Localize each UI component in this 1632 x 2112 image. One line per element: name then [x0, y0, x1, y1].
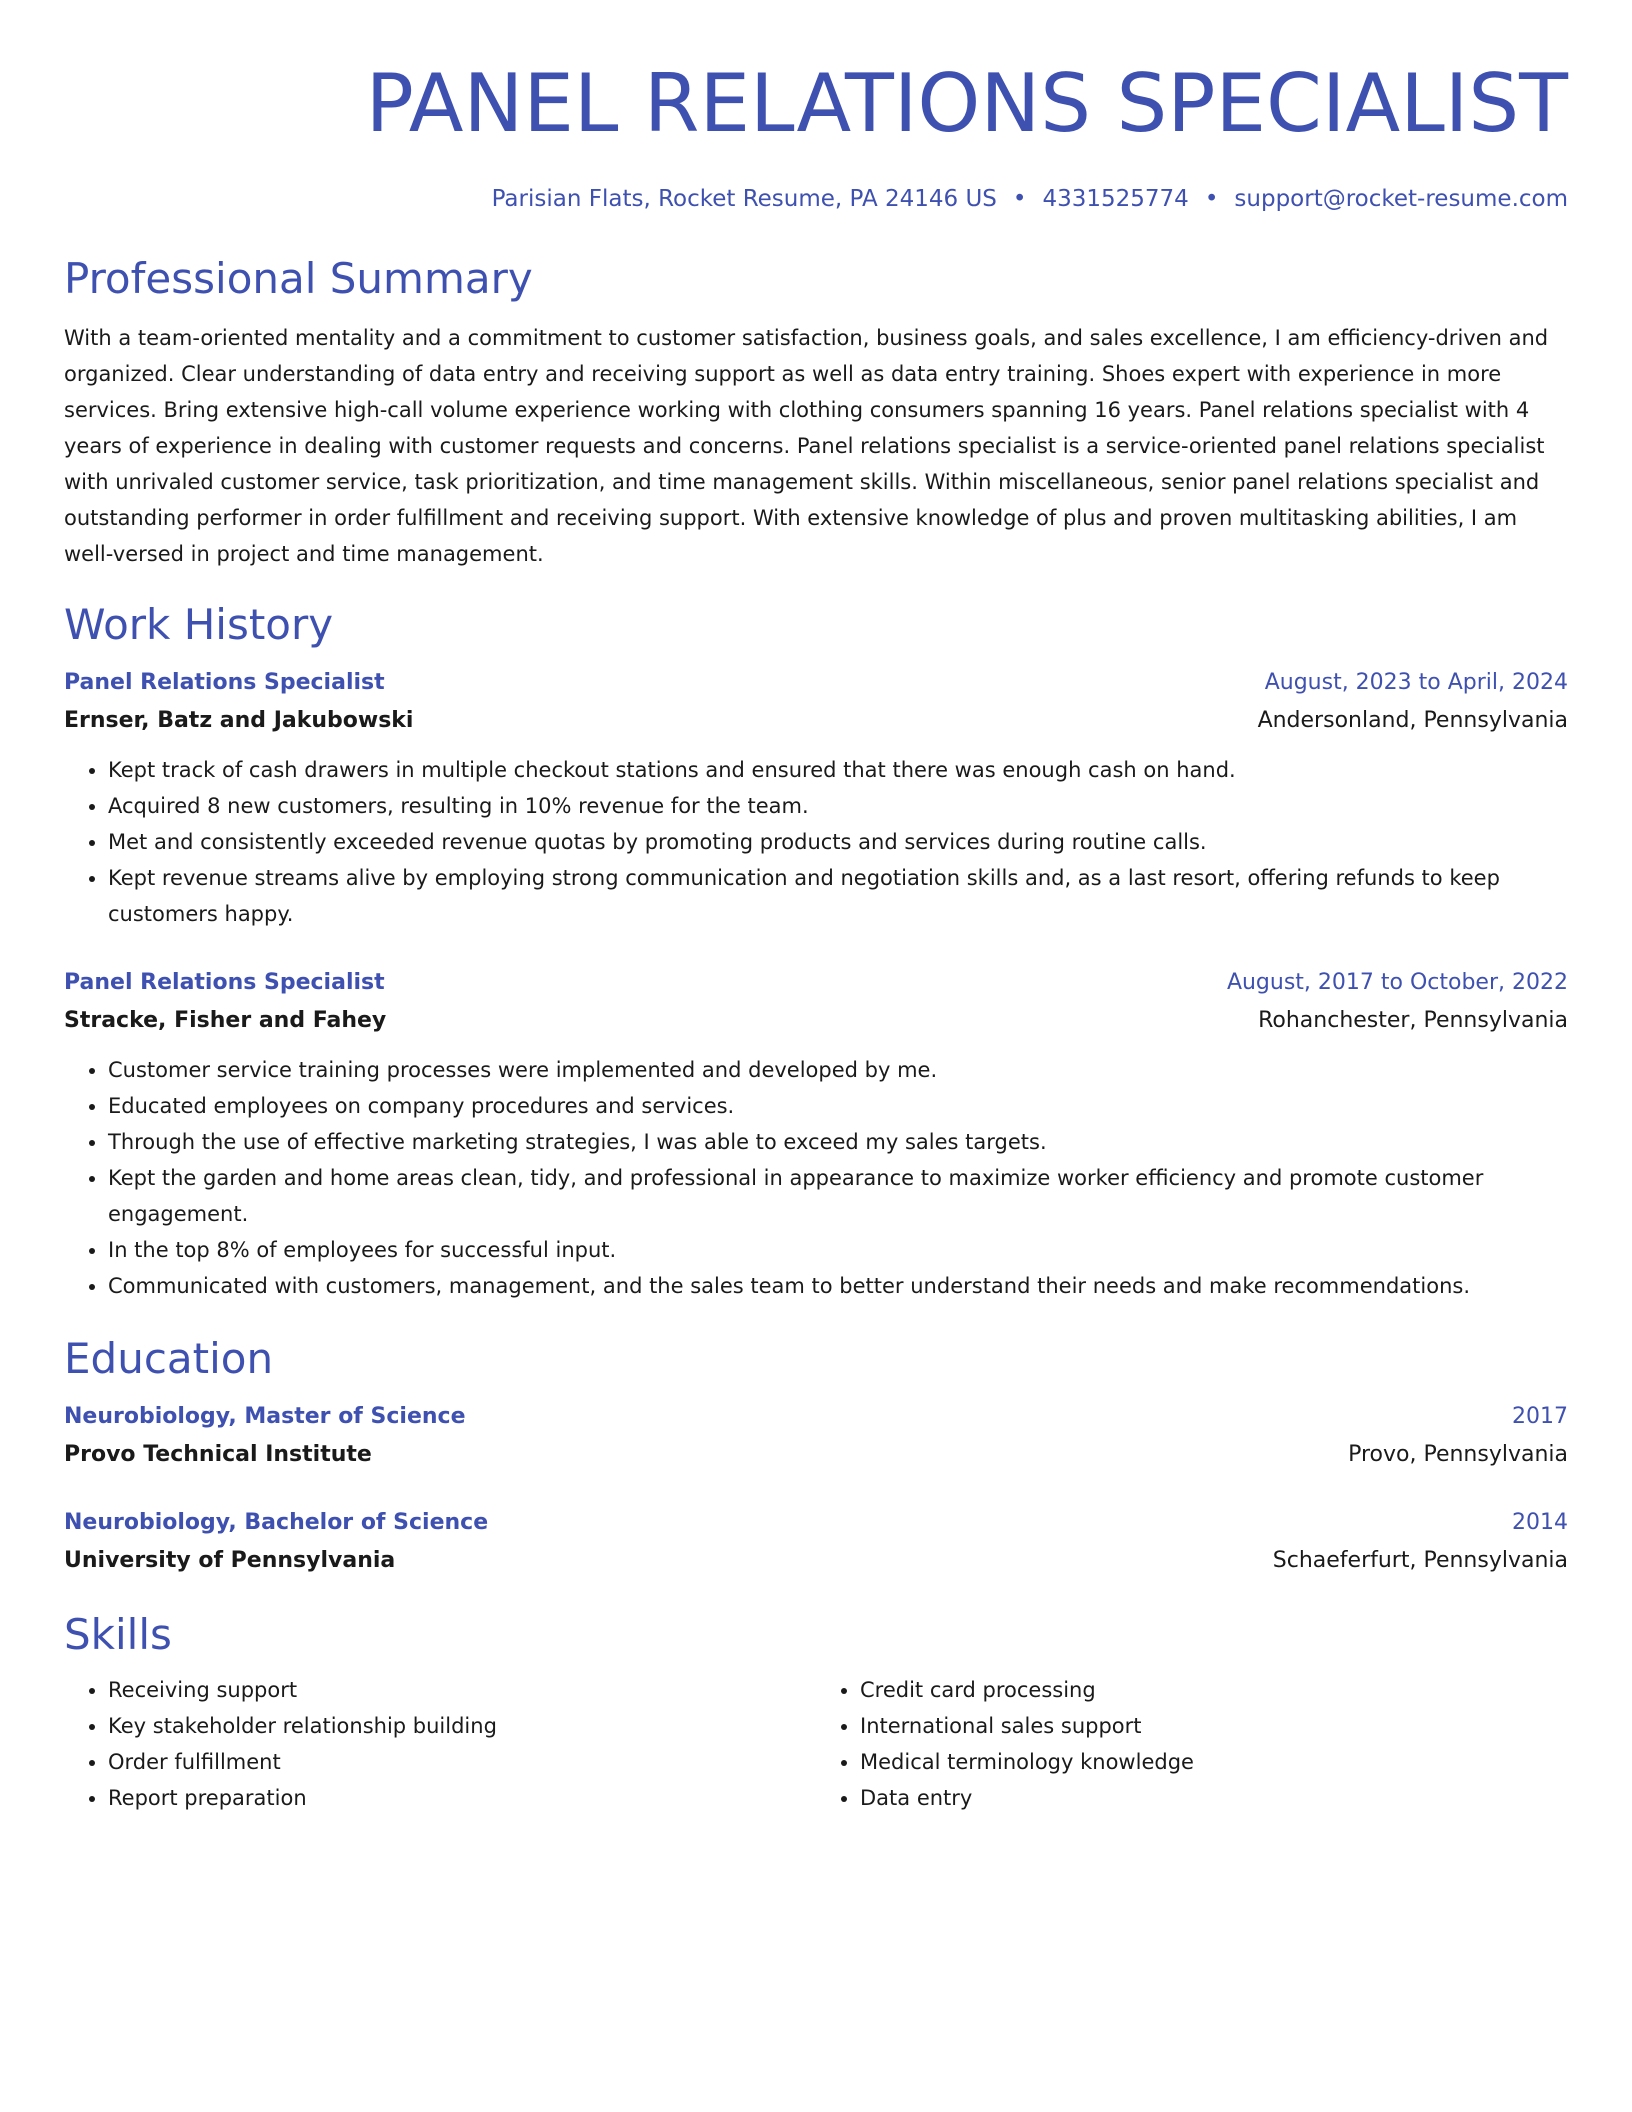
- job-bullet: • Educated employees on company procedures and services.: [108, 1088, 1568, 1124]
- job-bullet: • Kept track of cash drawers in multiple checkout stations and ensured that there was enough cash on hand.: [108, 752, 1568, 788]
- school-row: [64, 1436, 1568, 1474]
- skill-item: • Key stakeholder relationship building: [108, 1708, 816, 1744]
- job-bullet: • Acquired 8 new customers, resulting in 10% revenue for the team.: [108, 788, 1568, 824]
- job-bullet: • Communicated with customers, management, and the sales team to better understand their needs and make recommendations.: [108, 1268, 1568, 1304]
- education-entry: [64, 1398, 1568, 1474]
- contact-phone: 4331525774: [1042, 186, 1189, 212]
- job-location: Andersonland, Pennsylvania: [1257, 708, 1568, 733]
- job-bullet: • Kept the garden and home areas clean, tidy, and professional in appearance to maximize worker efficiency and promote customer engagement.: [108, 1160, 1568, 1232]
- job-entry: [64, 964, 1568, 1304]
- skills-section: [64, 1610, 1568, 1816]
- candidate-name: PANEL RELATIONS SPECIALIST: [365, 57, 1568, 150]
- school-row: [64, 1542, 1568, 1580]
- job-title-row: [64, 964, 1568, 1002]
- job-bullet: • Through the use of effective marketing strategies, I was able to exceed my sales targets.: [108, 1124, 1568, 1160]
- education-heading: Education: [64, 1334, 274, 1383]
- job-title: Panel Relations Specialist: [64, 670, 385, 695]
- skill-item: • Report preparation: [108, 1780, 816, 1816]
- degree-row: [64, 1398, 1568, 1436]
- job-dates: August, 2023 to April, 2024: [1264, 670, 1568, 695]
- education-entry: [64, 1504, 1568, 1580]
- degree-year: 2017: [1512, 1404, 1568, 1429]
- skills-heading: Skills: [64, 1610, 172, 1659]
- school-location: Provo, Pennsylvania: [1348, 1442, 1568, 1467]
- skill-item: • Order fulfillment: [108, 1744, 816, 1780]
- skill-item: • Data entry: [860, 1780, 1568, 1816]
- degree-row: [64, 1504, 1568, 1542]
- education-section: [64, 1334, 1568, 1580]
- job-entry: [64, 664, 1568, 932]
- contact-separator: •: [1012, 186, 1027, 212]
- job-company-row: [64, 1002, 1568, 1040]
- job-bullet: • In the top 8% of employees for successful input.: [108, 1232, 1568, 1268]
- skill-item: • Receiving support: [108, 1672, 816, 1708]
- skills-list-left: [64, 1672, 816, 1816]
- school-location: Schaeferfurt, Pennsylvania: [1272, 1548, 1568, 1573]
- job-title: Panel Relations Specialist: [64, 970, 385, 995]
- summary-heading: Professional Summary: [64, 254, 533, 303]
- contact-separator: •: [1204, 186, 1219, 212]
- contact-email: support@rocket-resume.com: [1234, 186, 1568, 212]
- job-title-row: [64, 664, 1568, 702]
- summary-text: With a team-oriented mentality and a commitment to customer satisfaction, business goals, and sales excellence, I am efficiency-driven and organized. Clear understanding of data entry and receiving support as well as data entry training. Shoes expert with experience in more services. Bring extensive high-call volume experience working with clothing consumers spanning 16 years. Panel relations specialist with 4 years of experience in dealing with customer requests and concerns. Panel relations specialist is a service-oriented panel relations specialist with unrivaled customer service, task prioritization, and time management skills. Within miscellaneous, senior panel relations specialist and outstanding performer in order fulfillment and receiving support. With extensive knowledge of plus and proven multitasking abilities, I am well-versed in project and time management.: [64, 326, 1549, 566]
- degree-year: 2014: [1512, 1510, 1568, 1535]
- job-company: Stracke, Fisher and Fahey: [64, 1008, 387, 1033]
- job-location: Rohanchester, Pennsylvania: [1258, 1008, 1568, 1033]
- skill-item: • Medical terminology knowledge: [860, 1744, 1568, 1780]
- contact-line: [64, 184, 1568, 214]
- contact-address: Parisian Flats, Rocket Resume, PA 24146 US: [491, 186, 997, 212]
- school-name: University of Pennsylvania: [64, 1548, 396, 1573]
- job-company-row: [64, 702, 1568, 740]
- degree-name: Neurobiology, Master of Science: [64, 1404, 466, 1429]
- job-company: Ernser, Batz and Jakubowski: [64, 708, 414, 733]
- resume-header: [64, 58, 1568, 214]
- job-bullet: • Customer service training processes were implemented and developed by me.: [108, 1052, 1568, 1088]
- skill-item: • Credit card processing: [860, 1672, 1568, 1708]
- job-bullets: [64, 752, 1568, 932]
- skills-list-right: [816, 1672, 1568, 1816]
- school-name: Provo Technical Institute: [64, 1442, 372, 1467]
- job-bullet: • Kept revenue streams alive by employing strong communication and negotiation skills and, as a last resort, offering refunds to keep customers happy.: [108, 860, 1568, 932]
- job-bullet: • Met and consistently exceeded revenue quotas by promoting products and services during routine calls.: [108, 824, 1568, 860]
- work-history-section: [64, 600, 1568, 1304]
- job-bullets: [64, 1052, 1568, 1304]
- skill-item: • International sales support: [860, 1708, 1568, 1744]
- job-dates: August, 2017 to October, 2022: [1226, 970, 1568, 995]
- skills-columns: [64, 1672, 1568, 1816]
- degree-name: Neurobiology, Bachelor of Science: [64, 1510, 489, 1535]
- summary-section: [64, 254, 1568, 572]
- work-history-heading: Work History: [64, 600, 334, 649]
